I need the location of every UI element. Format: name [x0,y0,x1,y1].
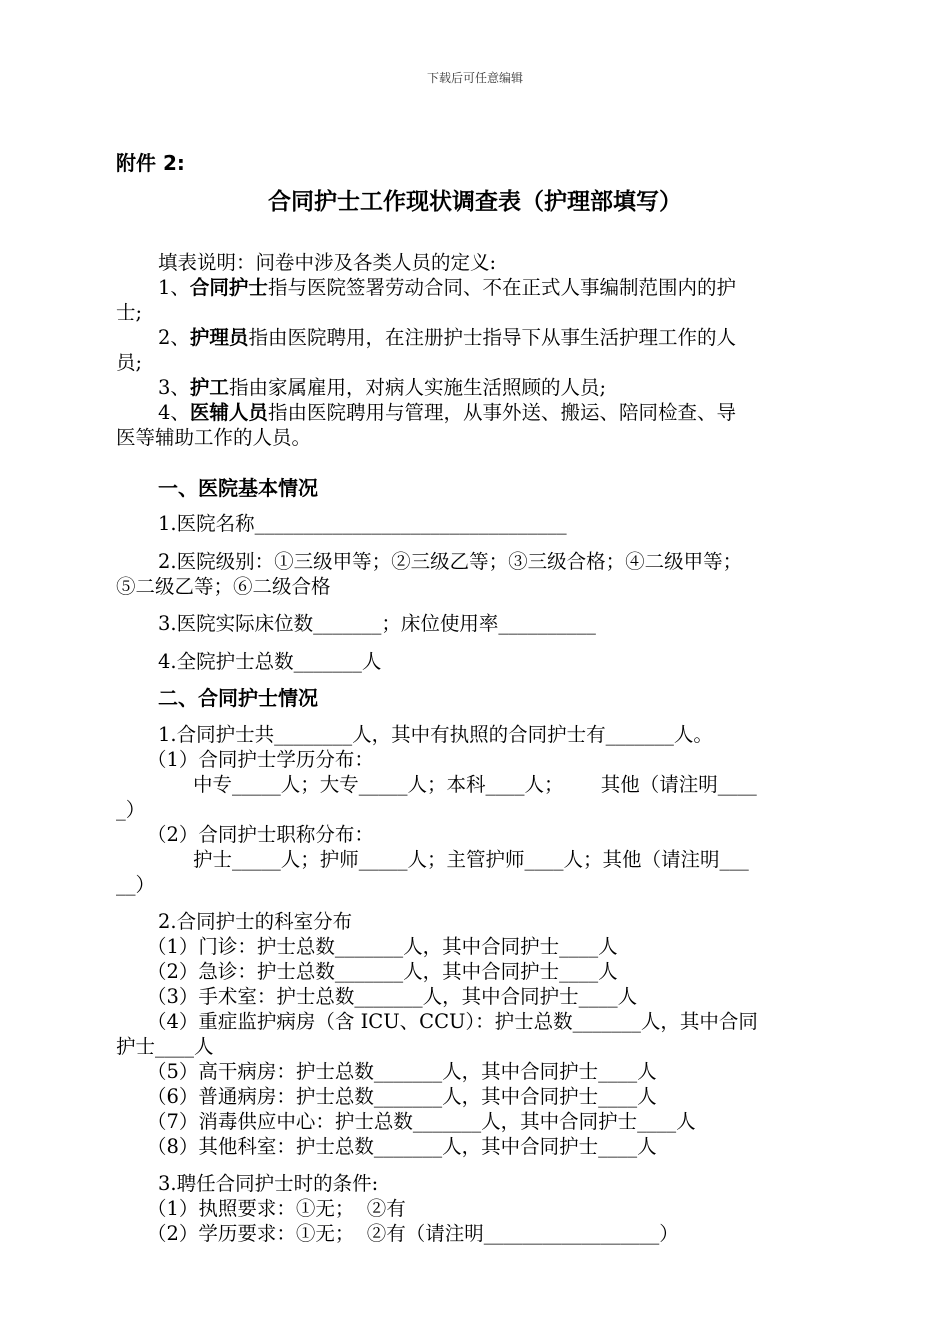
department-row-other[interactable]: （8）其他科室：护士总数_______人，其中合同护士____人 [147,1135,657,1158]
license-requirement-options[interactable]: （1）执照要求：①无； ②有 [147,1197,406,1220]
definition-medical-auxiliary [158,401,736,425]
definition-number: 2、 [158,326,190,349]
department-row-emergency[interactable]: （2）急诊：护士总数_______人，其中合同护士____人 [147,960,618,983]
bed-count-field[interactable]: 3.医院实际床位数_______；床位使用率__________ [158,612,596,635]
definition-number: 3、 [158,376,190,399]
department-distribution-label: 2.合同护士的科室分布 [158,910,353,933]
definition-term: 护工 [189,376,229,399]
hiring-conditions-label: 3.聘任合同护士时的条件: [158,1172,379,1195]
title-distribution-continued[interactable]: __） [116,873,156,896]
title-distribution-fields[interactable]: 护士_____人；护师_____人；主管护师____人；其他（请注明___ [193,848,749,871]
total-nurses-field[interactable]: 4.全院护士总数_______人 [158,650,382,673]
definition-term: 护理员 [189,326,249,349]
contract-nurse-count-field[interactable]: 1.合同护士共________人，其中有执照的合同护士有_______人。 [158,723,713,746]
section-heading: 一、医院基本情况 [158,476,318,500]
definition-contract-nurse [158,276,736,300]
department-row-icu[interactable]: （4）重症监护病房（含 ICU、CCU）：护士总数_______人，其中合同 [147,1010,758,1033]
education-distribution-label: （1）合同护士学历分布： [147,748,374,771]
definition-text: 指由医院聘用与管理，从事外送、搬运、陪同检查、导 [267,401,736,424]
department-row-vip-ward[interactable]: （5）高干病房：护士总数_______人，其中合同护士____人 [147,1060,657,1083]
page-title: 合同护士工作现状调查表（护理部填写） [268,189,682,215]
education-distribution-fields[interactable]: 中专_____人；大专_____人；本科____人； 其他（请注明____ [193,773,757,796]
page-header: 下载后可任意编辑 [426,71,523,85]
title-distribution-label: （2）合同护士职称分布： [147,823,374,846]
definition-number: 4、 [158,401,190,424]
department-row-icu-continued[interactable]: 护士____人 [116,1035,214,1058]
definition-number: 1、 [158,276,190,299]
section-heading: 二、合同护士情况 [158,686,318,710]
education-requirement-options[interactable]: （2）学历要求：①无； ②有（请注明__________________） [147,1222,679,1245]
department-row-operating-room[interactable]: （3）手术室：护士总数_______人，其中合同护士____人 [147,985,638,1008]
department-row-sterilization[interactable]: （7）消毒供应中心：护士总数_______人，其中合同护士____人 [147,1110,696,1133]
education-distribution-continued[interactable]: _） [116,798,146,821]
attachment-label: 附件 2: [116,151,185,175]
hospital-level-options[interactable]: 2.医院级别：①三级甲等；②三级乙等；③三级合格；④二级甲等； [158,550,743,573]
definition-text-continued: 士; [116,301,143,324]
hospital-level-options-continued[interactable]: ⑤二级乙等；⑥二级合格 [116,575,331,598]
department-row-general-ward[interactable]: （6）普通病房：护士总数_______人，其中合同护士____人 [147,1085,657,1108]
definition-text: 指与医院签署劳动合同、不在正式人事编制范围内的护 [267,276,736,299]
definition-text-continued: 员; [116,351,143,374]
instructions-intro: 填表说明：问卷中涉及各类人员的定义: [158,251,497,274]
definition-text-continued: 医等辅助工作的人员。 [116,426,312,449]
definition-text: 指由医院聘用，在注册护士指导下从事生活护理工作的人 [248,326,736,349]
definition-caregiver [158,376,606,400]
definition-text: 指由家属雇用，对病人实施生活照顾的人员; [228,376,607,399]
definition-term: 医辅人员 [189,401,268,424]
department-row-outpatient[interactable]: （1）门诊：护士总数_______人，其中合同护士____人 [147,935,618,958]
definition-nursing-assistant [158,326,736,350]
hospital-name-field[interactable]: 1.医院名称________________________________ [158,512,567,535]
definition-term: 合同护士 [189,276,268,299]
